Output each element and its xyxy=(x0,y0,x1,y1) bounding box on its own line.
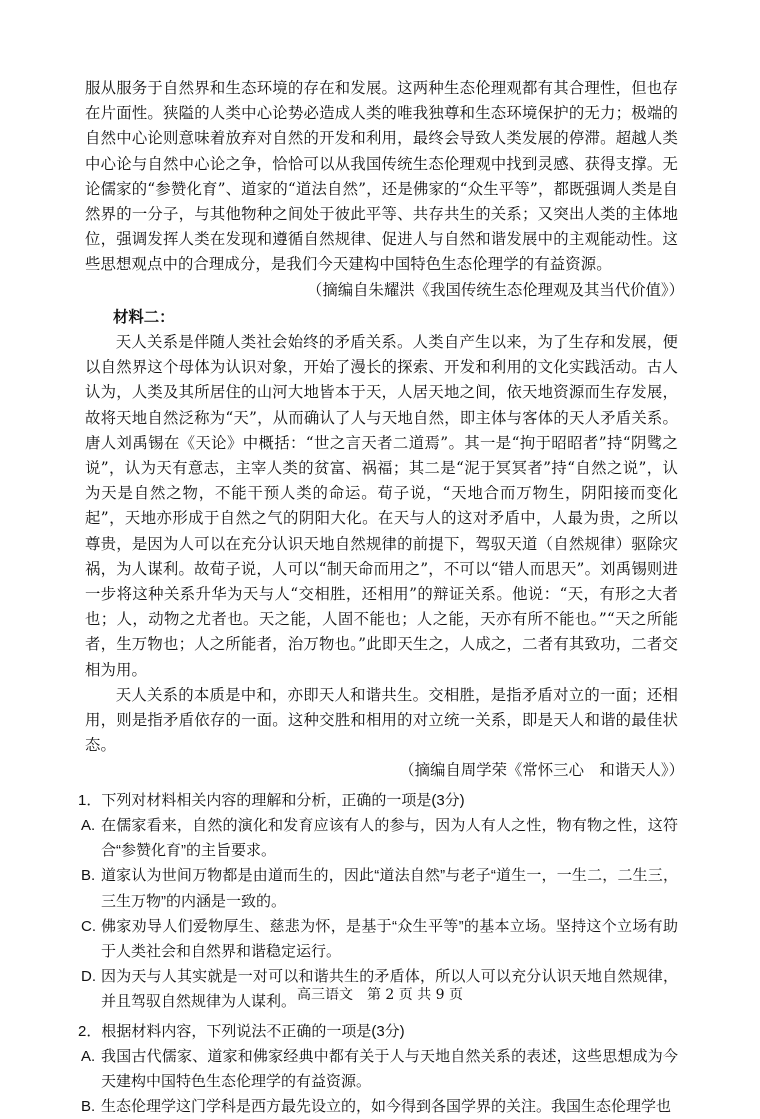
question-2-option-b xyxy=(81,1094,678,1119)
option-letter: C. xyxy=(81,917,96,935)
question-1 xyxy=(78,788,678,1015)
option-text: 生态伦理学这门学科是西方最先设立的，如今得到各国学界的关注。我国生态伦理学也 xyxy=(101,1098,672,1116)
question-2-stem: 2．根据材料内容，下列说法不正确的一项是(3分) xyxy=(78,1022,405,1040)
option-letter: B. xyxy=(81,867,96,885)
material2-paragraph-2: 天人关系的本质是中和，亦即天人和谐共生。交相胜，是指矛盾对立的一面；还相用，则是指矛盾依存的一面。这种交胜和相用的对立统一关系，即是天人和谐的最佳状态。 xyxy=(85,685,678,755)
question-1-option-a xyxy=(81,813,678,863)
option-text: 我国古代儒家、道家和佛家经典中都有关于人与天地自然关系的表述，这些思想成为今天建构中国特色生态伦理学的有益资源。 xyxy=(101,1047,678,1090)
question-1-stem: 1．下列对材料相关内容的理解和分析，正确的一项是(3分) xyxy=(78,791,465,809)
question-2-option-a xyxy=(81,1044,678,1094)
question-1-option-c xyxy=(81,914,678,964)
material2-paragraph-1: 天人关系是伴随人类社会始终的矛盾关系。人类自产生以来，为了生存和发展，便以自然界这个母体为认识对象，开始了漫长的探索、开发和利用的文化实践活动。古人认为，人类及其所居住的山河大地皆本于天，人居天地之间，依天地资源而生存发展，故将天地自然泛称为“天”，从而确认了人与天地自然，即主体与客体的天人矛盾关系。唐人刘禹锡在《天论》中概括：“世之言天者二道焉”。其一是“拘于昭昭者”持“阴骘之说”，认为天有意志，主宰人类的贫富、祸福；其二是“泥于冥冥者”持“自然之说”，认为天是自然之物，不能干预人类的命运。荀子说，“天地合而万物生，阴阳接而变化起”，天地亦形成于自然之气的阴阳大化。在天与人的这对矛盾中，人最为贵，之所以尊贵，是因为人可以在充分认识天地自然规律的前提下，驾驭天道（自然规律）驱除灾祸，为人谋利。故荀子说，人可以“制天命而用之”，不可以“错人而思天”。刘禹锡则进一步将这种关系升华为天与人“交相胜，还相用”的辩证关系。他说：“天，有形之大者也；人，动物之尤者也。天之能，人固不能也；人之能，天亦有所不能也。”“天之所能者，生万物也；人之所能者，治万物也。”此即天生之，人成之，二者有其致功，二者交相为用。 xyxy=(85,333,678,679)
option-text: 因为天与人其实就是一对可以和谐共生的矛盾体，所以人可以充分认识天地自然规律，并且驾驭自然规律为人谋利。 xyxy=(101,968,678,1011)
option-text: 道家认为世间万物都是由道而生的，因此“道法自然”与老子“道生一，一生二，二生三，三生万物”的内涵是一致的。 xyxy=(101,867,678,910)
material1-paragraph: 服从服务于自然界和生态环境的存在和发展。这两种生态伦理观都有其合理性，但也存在片面性。狭隘的人类中心论势必造成人类的唯我独尊和生态环境保护的无力；极端的自然中心论则意味着放弃对自然的开发和利用，最终会导致人类发展的停滞。超越人类中心论与自然中心论之争，恰恰可以从我国传统生态伦理观中找到灵感、获得支撑。无论儒家的“参赞化育”、道家的“道法自然”，还是佛家的“众生平等”，都既强调人类是自然界的一分子，与其他物种之间处于彼此平等、共存共生的关系；又突出人类的主体地位，强调发挥人类在发现和遵循自然规律、促进人与自然和谐发展中的主观能动性。这些思想观点中的合理成分，是我们今天建构中国特色生态伦理学的有益资源。 xyxy=(85,79,678,274)
option-text: 佛家劝导人们爱物厚生、慈悲为怀，是基于“众生平等”的基本立场。坚持这个立场有助于人类社会和自然界和谐稳定运行。 xyxy=(101,917,678,960)
page-footer: 高三语文 第 2 页 共 9 页 xyxy=(296,987,464,1003)
option-letter: B. xyxy=(81,1098,96,1116)
question-2 xyxy=(78,1019,678,1119)
option-letter: A. xyxy=(81,1047,96,1065)
question-1-option-b xyxy=(81,863,678,913)
material1-source: （摘编自朱耀洪《我国传统生态伦理观及其当代价值》） xyxy=(306,280,684,299)
option-letter: D. xyxy=(81,968,96,986)
material2-heading: 材料二： xyxy=(113,307,175,326)
material2-source: （摘编自周学荣《常怀三心 和谐天人》） xyxy=(399,761,684,780)
option-letter: A. xyxy=(81,816,96,834)
option-text: 在儒家看来，自然的演化和发育应该有人的参与，因为人有人之性，物有物之性，这符合“参赞化育”的主旨要求。 xyxy=(101,816,678,860)
